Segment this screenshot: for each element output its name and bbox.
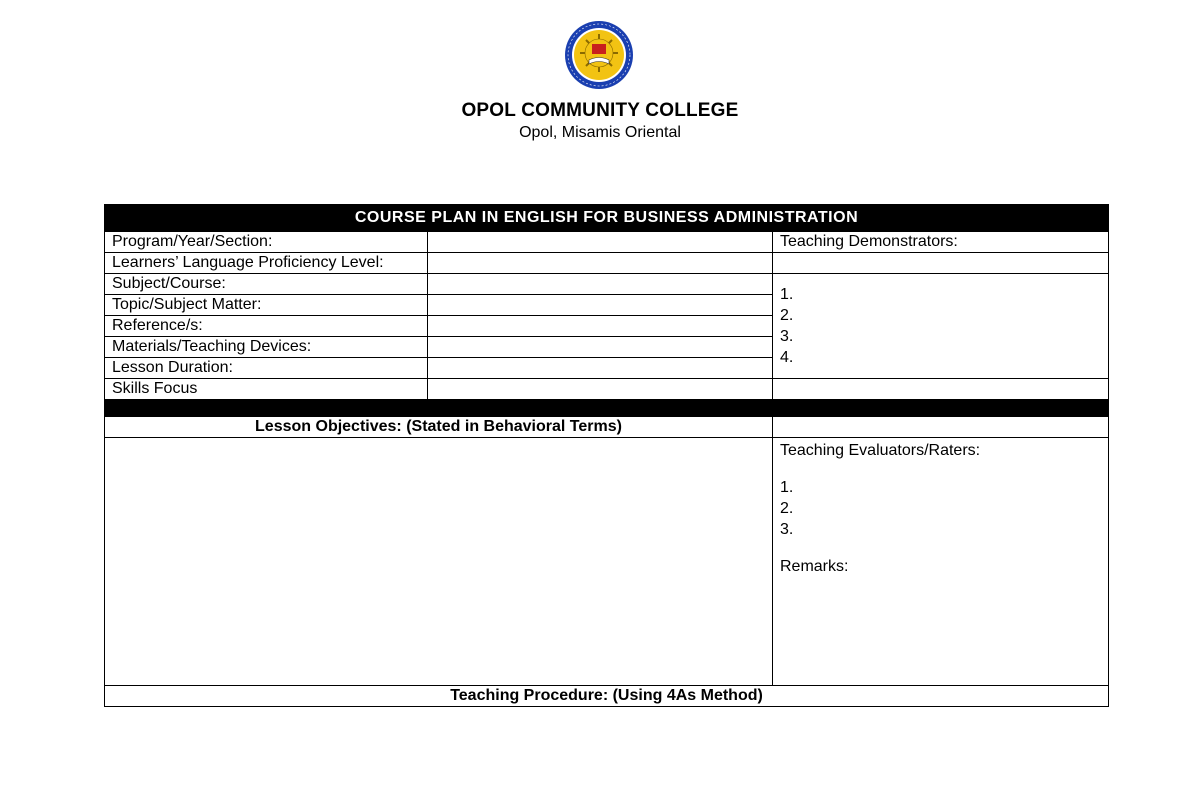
list-item: 1.	[780, 479, 794, 496]
table-title-row	[105, 205, 1109, 232]
demonstrators-label: Teaching Demonstrators:	[773, 232, 1109, 253]
evaluators-panel	[773, 438, 1109, 686]
objectives-row	[105, 438, 1109, 686]
separator-bar	[105, 400, 1109, 417]
course-plan-table	[104, 204, 1109, 707]
list-item: 2.	[780, 307, 794, 324]
table-row	[105, 232, 1109, 253]
table-row	[105, 253, 1109, 274]
field-label: Reference/s:	[105, 316, 428, 337]
list-item: 4.	[780, 349, 794, 366]
college-name: OPOL COMMUNITY COLLEGE	[461, 100, 739, 121]
field-label: Program/Year/Section:	[105, 232, 428, 253]
college-seal-icon	[564, 20, 634, 90]
course-plan-title: COURSE PLAN IN ENGLISH FOR BUSINESS ADMINISTRATION	[105, 205, 1109, 232]
field-value[interactable]	[428, 379, 773, 400]
demonstrators-spacer	[773, 379, 1109, 400]
college-address: Opol, Misamis Oriental	[519, 124, 681, 141]
field-label: Topic/Subject Matter:	[105, 295, 428, 316]
field-value[interactable]	[428, 253, 773, 274]
field-value[interactable]	[428, 358, 773, 379]
evaluators-label: Teaching Evaluators/Raters:	[780, 442, 981, 459]
procedure-header: Teaching Procedure: (Using 4As Method)	[105, 686, 1109, 707]
objectives-header-spacer	[773, 417, 1109, 438]
field-label: Materials/Teaching Devices:	[105, 337, 428, 358]
field-value[interactable]	[428, 295, 773, 316]
field-value[interactable]	[428, 337, 773, 358]
demonstrators-spacer	[773, 253, 1109, 274]
procedure-header-row	[105, 686, 1109, 707]
list-item: 3.	[780, 328, 794, 345]
field-value[interactable]	[428, 316, 773, 337]
objectives-header: Lesson Objectives: (Stated in Behavioral Terms)	[105, 417, 773, 438]
list-item: 2.	[780, 500, 794, 517]
field-value[interactable]	[428, 232, 773, 253]
remarks-label: Remarks:	[780, 558, 849, 575]
field-label: Lesson Duration:	[105, 358, 428, 379]
demonstrators-list	[773, 274, 1109, 379]
list-item: 3.	[780, 521, 794, 538]
field-label: Skills Focus	[105, 379, 428, 400]
field-label: Subject/Course:	[105, 274, 428, 295]
objectives-header-row	[105, 417, 1109, 438]
list-item: 1.	[780, 286, 794, 303]
table-row	[105, 274, 1109, 295]
field-value[interactable]	[428, 274, 773, 295]
field-label: Learners’ Language Proficiency Level:	[105, 253, 428, 274]
table-row	[105, 379, 1109, 400]
separator-row	[105, 400, 1109, 417]
objectives-content[interactable]	[105, 438, 773, 686]
